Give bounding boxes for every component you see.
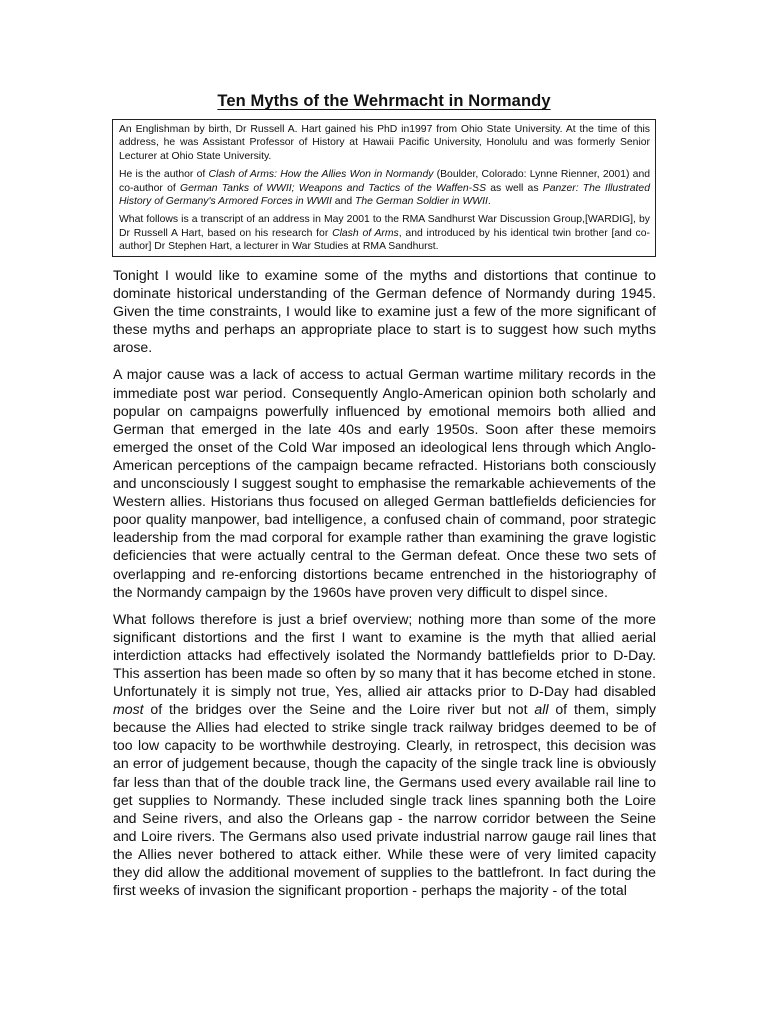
abstract-p2-text-9: .: [487, 196, 491, 208]
book-title-panzer: Panzer: The Illustrated History of Germany's Armored Forces in WWII: [119, 182, 650, 208]
body-paragraph-2: A major cause was a lack of access to actual German wartime military records in the immediate post war period. Consequently Anglo-American opinion both scholarly and popular on campaigns powerfully influenced by emotional memoirs both allied and German that emerged in the late 40s and early 1950s. Soon after these memoirs emerged the onset of the Cold War imposed an ideological lens through which Anglo-American perceptions of the campaign became refracted. Historians both consciously and unconsciously I suggest sought to emphasise the remarkable achievements of the Western allies. Historians thus focused on alleged German battlefields deficiencies for poor quality manpower, bad intelligence, a confused chain of command, poor strategic leadership from the mad corporal for example rather than examining the grave logistic deficiencies that were actually central to the German defeat. Once these two sets of overlapping and re-enforcing distortions became entrenched in the historiography of the Normandy campaign by the 1960s have proven very difficult to dispel since.: [113, 366, 656, 600]
abstract-p2-text-5: as well as: [486, 182, 543, 194]
abstract-p2-text-1: He is the author of: [119, 169, 209, 181]
author-abstract-box: [112, 119, 656, 257]
body-p3-text-1: What follows therefore is just a brief overview; nothing more than some of the more significant distortions and the first I want to examine is the myth that allied aerial interdiction attacks had effectively isolated the Normandy battlefields prior to D-Day. This assertion has been made so often by so many that it has become etched in stone. Unfortunately it is simply not true, Yes, allied air attacks prior to D-Day had disabled: [113, 610, 656, 700]
body-p3-text-5: of them, simply because the Allies had elected to strike single track railway bridges deemed to be of too low capacity to be worthwhile destroying. Clearly, in retrospect, this decision was an error of judgement because, though the capacity of the single track line is obviously far less than that of the double track line, the Germans used every available rail line to get supplies to Normandy. These included single track lines spanning both the Loire and Seine rivers, and also the Orleans gap - the narrow corridor between the Seine and Loire rivers. The Germans also used private industrial narrow gauge rail lines that the Allies never bothered to attack either. While these were of very limited capacity they did allow the additional movement of supplies to the battlefront. In fact during the first weeks of invasion the significant proportion - perhaps the majority - of the total: [113, 701, 656, 899]
book-title-german-soldier: The German Soldier in WWII: [355, 196, 488, 208]
body-p3-text-3: of the bridges over the Seine and the Loire river but not: [143, 701, 535, 718]
emphasis-all: all: [534, 701, 549, 718]
book-title-clash-of-arms-full: Clash of Arms: How the Allies Won in Normandy: [208, 169, 434, 181]
book-title-german-tanks: German Tanks of WWII; Weapons and Tactics of the Waffen-SS: [180, 182, 487, 194]
emphasis-most: most: [113, 701, 144, 718]
document-title: Ten Myths of the Wehrmacht in Normandy: [217, 92, 551, 110]
abstract-paragraph-2: [119, 168, 650, 208]
abstract-paragraph-1: An Englishman by birth, Dr Russell A. Hart gained his PhD in1997 from Ohio State University. At the time of this address, he was Assistant Professor of History at Hawaii Pacific University, Honolulu and was formerly Senior Lecturer at Ohio State University.: [119, 124, 650, 162]
abstract-p3-text-3: , and introduced by his identical twin brother [and co-author] Dr Stephen Hart, a lecturer in War Studies at RMA Sandhurst.: [119, 227, 650, 253]
abstract-p3-text-1: What follows is a transcript of an address in May 2001 to the RMA Sandhurst War Discussion Group,[WARDIG], by Dr Russell A Hart, based on his research for: [119, 214, 650, 239]
abstract-p2-text-7: and: [331, 196, 356, 208]
abstract-p2-text-3: (Boulder, Colorado: Lynne Rienner, 2001) and co-author of: [119, 169, 651, 194]
document-body: [113, 266, 656, 908]
abstract-paragraph-3: [119, 213, 650, 253]
body-paragraph-1: Tonight I would like to examine some of the myths and distortions that continue to dominate historical understanding of the German defence of Normandy during 1945. Given the time constraints, I would like to examine just a few of the more significant of these myths and perhaps an appropriate place to start is to suggest how such myths arose.: [113, 267, 656, 356]
body-paragraph-3: [113, 610, 656, 900]
book-title-clash-of-arms: Clash of Arms: [332, 227, 399, 239]
